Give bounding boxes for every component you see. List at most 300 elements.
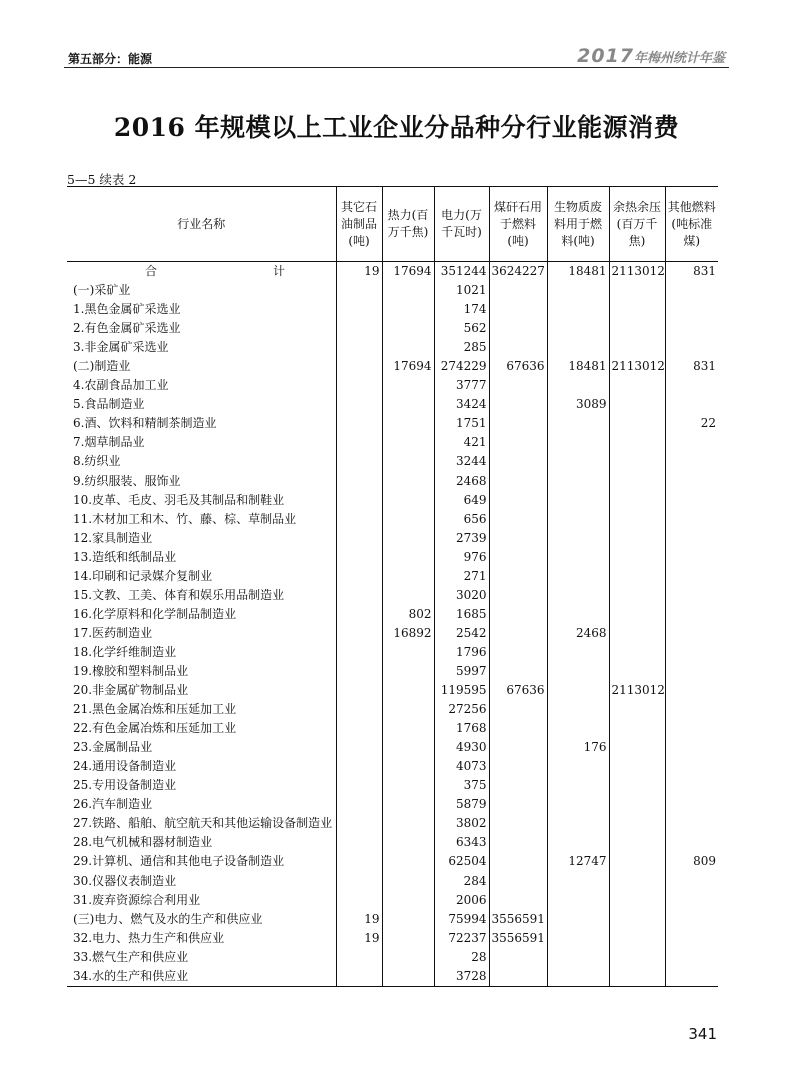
value-cell [665, 567, 718, 586]
value-cell: 3802 [434, 814, 489, 833]
value-cell [336, 700, 382, 719]
value-cell: 274229 [434, 357, 489, 376]
value-cell [382, 967, 434, 987]
value-cell [547, 548, 609, 567]
value-cell [547, 643, 609, 662]
value-cell: 649 [434, 491, 489, 510]
value-cell [489, 414, 547, 433]
value-cell: 2468 [547, 624, 609, 643]
yearbook-year: 2017 [577, 45, 634, 67]
table-row [67, 719, 718, 738]
col-biomass: 生物质废料用于燃料(吨) [547, 187, 609, 262]
value-cell [547, 529, 609, 548]
value-cell [547, 891, 609, 910]
value-cell: 271 [434, 567, 489, 586]
value-cell [382, 529, 434, 548]
value-cell [665, 548, 718, 567]
industry-name: 25.专用设备制造业 [73, 778, 177, 793]
industry-name: 13.造纸和纸制品业 [73, 549, 177, 564]
value-cell: 174 [434, 300, 489, 319]
value-cell [665, 662, 718, 681]
col-other-fuel: 其他燃料(吨标准煤) [665, 187, 718, 262]
value-cell [336, 624, 382, 643]
value-cell: 3020 [434, 586, 489, 605]
industry-name: 8.纺织业 [73, 454, 121, 469]
value-cell [336, 567, 382, 586]
value-cell [609, 605, 665, 624]
page-number: 341 [688, 1025, 717, 1043]
value-cell [547, 814, 609, 833]
value-cell: 831 [665, 357, 718, 376]
value-cell [489, 891, 547, 910]
energy-table [67, 186, 718, 987]
table-row [67, 891, 718, 910]
industry-name: 10.皮革、毛皮、羽毛及其制品和制鞋业 [73, 492, 285, 507]
value-cell [665, 795, 718, 814]
value-cell: 1768 [434, 719, 489, 738]
industry-name: 30.仪器仪表制造业 [73, 873, 177, 888]
value-cell [609, 376, 665, 395]
value-cell [336, 872, 382, 891]
value-cell: 2006 [434, 891, 489, 910]
value-cell [489, 757, 547, 776]
value-cell: 3244 [434, 452, 489, 471]
value-cell: 976 [434, 548, 489, 567]
value-cell [336, 281, 382, 300]
value-cell [609, 452, 665, 471]
value-cell [609, 414, 665, 433]
value-cell [489, 433, 547, 452]
value-cell: 2542 [434, 624, 489, 643]
value-cell [336, 643, 382, 662]
value-cell: 3556591 [489, 910, 547, 929]
table-row [67, 700, 718, 719]
table-row [67, 510, 718, 529]
value-cell [489, 586, 547, 605]
section-header: 第五部分：能源 [68, 52, 153, 66]
value-cell [336, 452, 382, 471]
total-value: 18481 [547, 262, 609, 282]
value-cell [609, 662, 665, 681]
value-cell [336, 795, 382, 814]
value-cell [489, 281, 547, 300]
value-cell [547, 776, 609, 795]
table-row [67, 281, 718, 300]
value-cell [489, 872, 547, 891]
value-cell [489, 605, 547, 624]
value-cell: 421 [434, 433, 489, 452]
value-cell [336, 319, 382, 338]
value-cell [489, 510, 547, 529]
value-cell [609, 929, 665, 948]
table-id: 5—5 续表 2 [67, 172, 137, 187]
value-cell [609, 891, 665, 910]
value-cell [609, 338, 665, 357]
table-row [67, 472, 718, 491]
table-row [67, 738, 718, 757]
total-row [67, 262, 718, 282]
value-cell: 3556591 [489, 929, 547, 948]
value-cell [547, 929, 609, 948]
total-value: 3624227 [489, 262, 547, 282]
value-cell [336, 433, 382, 452]
value-cell [382, 376, 434, 395]
value-cell [382, 472, 434, 491]
value-cell [382, 814, 434, 833]
value-cell [382, 433, 434, 452]
value-cell [382, 852, 434, 871]
value-cell [665, 510, 718, 529]
value-cell [382, 872, 434, 891]
value-cell [547, 605, 609, 624]
value-cell [665, 338, 718, 357]
value-cell [547, 662, 609, 681]
value-cell [609, 433, 665, 452]
value-cell: 67636 [489, 357, 547, 376]
value-cell [489, 395, 547, 414]
value-cell [665, 586, 718, 605]
value-cell [382, 548, 434, 567]
value-cell [609, 472, 665, 491]
value-cell [382, 948, 434, 967]
table-row [67, 776, 718, 795]
table-row [67, 605, 718, 624]
industry-name: 31.废弃资源综合利用业 [73, 892, 201, 907]
value-cell [336, 967, 382, 987]
value-cell [489, 452, 547, 471]
value-cell: 809 [665, 852, 718, 871]
value-cell [382, 395, 434, 414]
industry-name: 17.医药制造业 [73, 625, 153, 640]
industry-name: 28.电气机械和器材制造业 [73, 835, 213, 850]
value-cell [547, 872, 609, 891]
value-cell [609, 910, 665, 929]
yearbook-name: 年梅州统计年鉴 [633, 51, 725, 66]
value-cell [547, 795, 609, 814]
value-cell [609, 776, 665, 795]
industry-name: 5.食品制造业 [73, 397, 145, 412]
value-cell: 2739 [434, 529, 489, 548]
value-cell [665, 529, 718, 548]
value-cell: 4930 [434, 738, 489, 757]
value-cell [382, 719, 434, 738]
value-cell [609, 814, 665, 833]
value-cell [665, 472, 718, 491]
table-row [67, 833, 718, 852]
value-cell [665, 738, 718, 757]
value-cell: 3089 [547, 395, 609, 414]
value-cell [547, 433, 609, 452]
table-row [67, 376, 718, 395]
value-cell [609, 700, 665, 719]
value-cell [382, 776, 434, 795]
total-label-cell [67, 262, 336, 282]
table-row [67, 624, 718, 643]
value-cell: 802 [382, 605, 434, 624]
total-value: 19 [336, 262, 382, 282]
industry-name: 18.化学纤维制造业 [73, 644, 177, 659]
value-cell [665, 605, 718, 624]
value-cell [547, 338, 609, 357]
value-cell [609, 948, 665, 967]
value-cell: 17694 [382, 357, 434, 376]
value-cell [336, 681, 382, 700]
value-cell [609, 643, 665, 662]
industry-name: 4.农副食品加工业 [73, 378, 169, 393]
value-cell: 19 [336, 910, 382, 929]
value-cell [382, 757, 434, 776]
table-row [67, 529, 718, 548]
value-cell [489, 548, 547, 567]
value-cell: 562 [434, 319, 489, 338]
value-cell [547, 757, 609, 776]
value-cell [336, 891, 382, 910]
value-cell [609, 738, 665, 757]
value-cell [665, 948, 718, 967]
col-heat: 热力(百万千焦) [382, 187, 434, 262]
value-cell [489, 300, 547, 319]
industry-name: 3.非金属矿采选业 [73, 340, 169, 355]
table-row [67, 757, 718, 776]
value-cell [489, 814, 547, 833]
value-cell: 4073 [434, 757, 489, 776]
industry-name: 7.烟草制品业 [73, 435, 145, 450]
table-row [67, 852, 718, 871]
value-cell [336, 414, 382, 433]
value-cell [609, 510, 665, 529]
total-value: 17694 [382, 262, 434, 282]
value-cell [336, 395, 382, 414]
value-cell [547, 319, 609, 338]
industry-name: (三)电力、燃气及水的生产和供应业 [73, 911, 263, 926]
value-cell [382, 319, 434, 338]
value-cell [489, 319, 547, 338]
industry-name: 23.金属制品业 [73, 740, 153, 755]
value-cell [489, 662, 547, 681]
value-cell [547, 967, 609, 987]
table-row [67, 433, 718, 452]
value-cell [489, 738, 547, 757]
value-cell [336, 776, 382, 795]
value-cell [336, 491, 382, 510]
value-cell [489, 643, 547, 662]
industry-name: 34.水的生产和供应业 [67, 967, 336, 987]
value-cell: 3728 [434, 967, 489, 987]
value-cell [665, 300, 718, 319]
value-cell [609, 491, 665, 510]
value-cell [547, 910, 609, 929]
value-cell: 176 [547, 738, 609, 757]
industry-name: 33.燃气生产和供应业 [73, 949, 189, 964]
value-cell [382, 929, 434, 948]
value-cell [336, 757, 382, 776]
value-cell [336, 472, 382, 491]
value-cell: 16892 [382, 624, 434, 643]
table-row [67, 548, 718, 567]
industry-name: 12.家具制造业 [73, 530, 153, 545]
table-row [67, 948, 718, 967]
value-cell: 285 [434, 338, 489, 357]
value-cell [336, 833, 382, 852]
value-cell [382, 510, 434, 529]
table-row [67, 586, 718, 605]
industry-name: 2.有色金属矿采选业 [73, 321, 181, 336]
table-row [67, 357, 718, 376]
industry-name: 21.黑色金属冶炼和压延加工业 [73, 702, 237, 717]
value-cell [336, 852, 382, 871]
industry-name: 26.汽车制造业 [73, 797, 153, 812]
value-cell [665, 719, 718, 738]
value-cell [547, 300, 609, 319]
total-value: 2113012 [609, 262, 665, 282]
value-cell: 1796 [434, 643, 489, 662]
value-cell [609, 757, 665, 776]
col-other-petroleum: 其它石油制品(吨) [336, 187, 382, 262]
value-cell: 3424 [434, 395, 489, 414]
value-cell [665, 624, 718, 643]
value-cell: 12747 [547, 852, 609, 871]
header-row [67, 187, 718, 262]
col-industry-name: 行业名称 [67, 187, 336, 262]
value-cell [665, 891, 718, 910]
value-cell [609, 586, 665, 605]
value-cell: 72237 [434, 929, 489, 948]
value-cell [665, 833, 718, 852]
value-cell: 18481 [547, 357, 609, 376]
value-cell [382, 567, 434, 586]
value-cell: 2468 [434, 472, 489, 491]
value-cell [547, 472, 609, 491]
value-cell [382, 338, 434, 357]
industry-name: 27.铁路、船舶、航空航天和其他运输设备制造业 [73, 816, 333, 831]
industry-name: (一)采矿业 [73, 283, 131, 298]
value-cell [665, 757, 718, 776]
value-cell [489, 795, 547, 814]
value-cell [609, 872, 665, 891]
value-cell [665, 872, 718, 891]
value-cell: 1685 [434, 605, 489, 624]
industry-name: 14.印刷和记录媒介复制业 [73, 568, 213, 583]
value-cell [489, 700, 547, 719]
value-cell [382, 891, 434, 910]
industry-name: 6.酒、饮料和精制茶制造业 [73, 416, 217, 431]
industry-name: 29.计算机、通信和其他电子设备制造业 [73, 854, 285, 869]
value-cell [547, 510, 609, 529]
value-cell [665, 643, 718, 662]
value-cell [665, 319, 718, 338]
table-row [67, 967, 718, 987]
value-cell [489, 833, 547, 852]
value-cell [382, 586, 434, 605]
value-cell [336, 338, 382, 357]
page-title: 2016 年规模以上工业企业分品种分行业能源消费 [113, 113, 680, 142]
value-cell [382, 681, 434, 700]
table-row [67, 872, 718, 891]
value-cell: 28 [434, 948, 489, 967]
value-cell [336, 529, 382, 548]
value-cell [382, 910, 434, 929]
value-cell [665, 452, 718, 471]
total-value: 351244 [434, 262, 489, 282]
value-cell [336, 605, 382, 624]
table-row [67, 681, 718, 700]
value-cell: 22 [665, 414, 718, 433]
value-cell [382, 452, 434, 471]
value-cell [665, 910, 718, 929]
value-cell [609, 319, 665, 338]
value-cell [665, 776, 718, 795]
value-cell [382, 281, 434, 300]
value-cell [609, 529, 665, 548]
value-cell [665, 433, 718, 452]
value-cell: 375 [434, 776, 489, 795]
value-cell [489, 624, 547, 643]
value-cell [547, 681, 609, 700]
value-cell [336, 357, 382, 376]
value-cell [336, 948, 382, 967]
industry-name: 19.橡胶和塑料制品业 [73, 664, 189, 678]
value-cell [382, 700, 434, 719]
value-cell [382, 795, 434, 814]
industry-name: 16.化学原料和化学制品制造业 [73, 606, 237, 621]
value-cell [547, 567, 609, 586]
value-cell [382, 414, 434, 433]
table-row [67, 567, 718, 586]
value-cell [547, 833, 609, 852]
industry-name: 11.木材加工和木、竹、藤、棕、草制品业 [73, 511, 297, 526]
value-cell [489, 472, 547, 491]
table-row [67, 414, 718, 433]
value-cell: 1021 [434, 281, 489, 300]
value-cell: 5997 [434, 662, 489, 681]
value-cell [609, 833, 665, 852]
value-cell [489, 948, 547, 967]
value-cell [665, 700, 718, 719]
value-cell [665, 967, 718, 987]
value-cell [382, 738, 434, 757]
value-cell: 5879 [434, 795, 489, 814]
table-row [67, 300, 718, 319]
value-cell [382, 833, 434, 852]
value-cell [547, 586, 609, 605]
value-cell [336, 662, 382, 681]
table-row [67, 452, 718, 471]
value-cell [489, 852, 547, 871]
value-cell [609, 719, 665, 738]
value-cell [336, 548, 382, 567]
value-cell [609, 624, 665, 643]
table-row [67, 395, 718, 414]
value-cell [382, 491, 434, 510]
value-cell [489, 567, 547, 586]
industry-name: 24.通用设备制造业 [73, 759, 177, 774]
industry-name: 15.文教、工美、体育和娱乐用品制造业 [73, 587, 285, 602]
value-cell [665, 376, 718, 395]
value-cell: 27256 [434, 700, 489, 719]
col-waste-heat: 余热余压(百万千焦) [609, 187, 665, 262]
value-cell [609, 300, 665, 319]
yearbook-header [577, 45, 725, 67]
value-cell [609, 567, 665, 586]
value-cell: 67636 [489, 681, 547, 700]
header-rule [64, 67, 729, 68]
value-cell [665, 491, 718, 510]
value-cell [547, 948, 609, 967]
value-cell [336, 376, 382, 395]
industry-name: 20.非金属矿物制品业 [73, 683, 189, 698]
value-cell [382, 662, 434, 681]
value-cell [489, 529, 547, 548]
